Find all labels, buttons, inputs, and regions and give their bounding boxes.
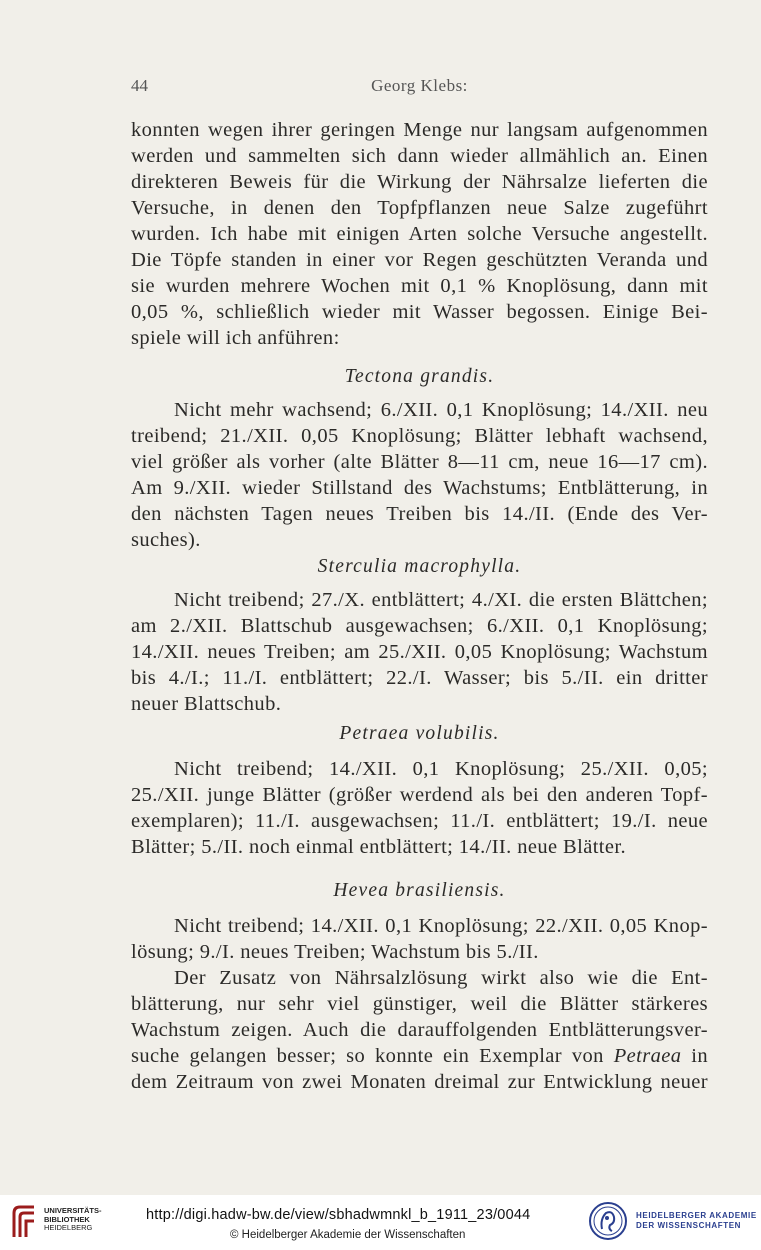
text-line: direkteren Beweis für die Wirkung der Nährsalze lieferten die bbox=[131, 171, 708, 193]
text-line: spiele will ich anführen: bbox=[131, 327, 340, 349]
paragraph bbox=[131, 397, 708, 553]
paragraph bbox=[131, 756, 708, 860]
text-line: blätterung, nur sehr viel günstiger, weil die Blätter stärkeres bbox=[131, 993, 708, 1015]
text-line: Am 9./XII. wieder Stillstand des Wachstums; Entblätterung, in bbox=[131, 477, 708, 499]
text-line: lösung; 9./I. neues Treiben; Wachstum bis 5./II. bbox=[131, 941, 539, 963]
text-line: Versuche, in denen den Topfpflanzen neue Salze zugeführt bbox=[131, 197, 708, 219]
text-line: sie wurden mehrere Wochen mit 0,1 % Knoplösung, dann mit bbox=[131, 275, 708, 297]
text-line: Der Zusatz von Nährsalzlösung wirkt also wie die Ent- bbox=[174, 967, 708, 989]
copyright-notice: © Heidelberger Akademie der Wissenschaften bbox=[230, 1229, 466, 1241]
text-line: wurden. Ich habe mit einigen Arten solche Versuche angestellt. bbox=[131, 223, 708, 245]
text-line: suches). bbox=[131, 529, 201, 551]
academy-seal-icon bbox=[588, 1201, 628, 1241]
text-line: Blätter; 5./II. noch einmal entblättert; 14./II. neue Blätter. bbox=[131, 836, 627, 858]
text-line: konnten wegen ihrer geringen Menge nur langsam aufgenommen bbox=[131, 119, 708, 141]
text-line: exemplaren); 11./I. ausgewachsen; 11./I. entblättert; 19./I. neue bbox=[131, 810, 708, 832]
page-header bbox=[131, 76, 708, 100]
paragraph bbox=[131, 587, 708, 717]
text-line: den nächsten Tagen neues Treiben bis 14./II. (Ende des Ver- bbox=[131, 503, 708, 525]
text-line: bis 4./I.; 11./I. entblättert; 22./I. Wasser; bis 5./II. ein dritter bbox=[131, 667, 708, 689]
page-number: 44 bbox=[131, 76, 148, 95]
text-line: Wachstum zeigen. Auch die darauffolgenden Entblätterungsver- bbox=[131, 1019, 708, 1041]
text-line: 14./XII. neues Treiben; am 25./XII. 0,05 Knoplösung; Wachstum bbox=[131, 641, 708, 663]
footer-bar bbox=[0, 1195, 761, 1250]
text-line: Nicht treibend; 27./X. entblättert; 4./XI. die ersten Blättchen; bbox=[174, 589, 708, 611]
species-heading: Petraea volubilis. bbox=[339, 723, 500, 744]
university-library-logo-icon bbox=[10, 1203, 40, 1239]
library-name: UNIVERSITÄTS- BIBLIOTHEK HEIDELBERG bbox=[44, 1206, 102, 1232]
species-heading: Hevea brasiliensis. bbox=[333, 880, 506, 901]
text-line: 0,05 %, schließlich wieder mit Wasser begossen. Einige Bei- bbox=[131, 301, 708, 323]
text-line: Nicht treibend; 14./XII. 0,1 Knoplösung; 22./XII. 0,05 Knop- bbox=[174, 915, 708, 937]
text-line: 25./XII. junge Blätter (größer werdend als bei den anderen Topf- bbox=[131, 784, 708, 806]
text-line: dem Zeitraum von zwei Monaten dreimal zur Entwicklung neuer bbox=[131, 1071, 708, 1093]
text-line: treibend; 21./XII. 0,05 Knoplösung; Blätter lebhaft wachsend, bbox=[131, 425, 708, 447]
text-line: neuer Blattschub. bbox=[131, 693, 282, 715]
paragraph bbox=[131, 965, 708, 1095]
text-line: am 2./XII. Blattschub ausgewachsen; 6./XII. 0,1 Knoplösung; bbox=[131, 615, 708, 637]
text-line: Nicht mehr wachsend; 6./XII. 0,1 Knoplösung; 14./XII. neu bbox=[174, 399, 708, 421]
species-heading: Tectona grandis. bbox=[344, 366, 495, 387]
paragraph bbox=[131, 117, 708, 351]
text-segment: suche gelangen besser; so konnte ein Exemplar von bbox=[131, 1045, 614, 1067]
text-line: viel größer als vorher (alte Blätter 8—11 cm, neue 16—17 cm). bbox=[131, 451, 708, 473]
academy-name: HEIDELBERGER AKADEMIE DER WISSENSCHAFTEN bbox=[636, 1211, 757, 1230]
genus-name: Petraea bbox=[613, 1045, 682, 1067]
text-line: werden und sammelten sich dann wieder allmählich an. Einen bbox=[131, 145, 708, 167]
paragraph bbox=[131, 913, 708, 965]
text-line: Die Töpfe standen in einer vor Regen geschützten Veranda und bbox=[131, 249, 708, 271]
running-head: Georg Klebs: bbox=[371, 76, 468, 95]
text-line bbox=[131, 1043, 708, 1069]
text-segment: in bbox=[681, 1045, 708, 1067]
text-line: Nicht treibend; 14./XII. 0,1 Knoplösung; 25./XII. 0,05; bbox=[174, 758, 708, 780]
source-url-link[interactable]: http://digi.hadw-bw.de/view/sbhadwmnkl_b_1911_23/0044 bbox=[146, 1207, 531, 1223]
species-heading: Sterculia macrophylla. bbox=[317, 556, 522, 577]
